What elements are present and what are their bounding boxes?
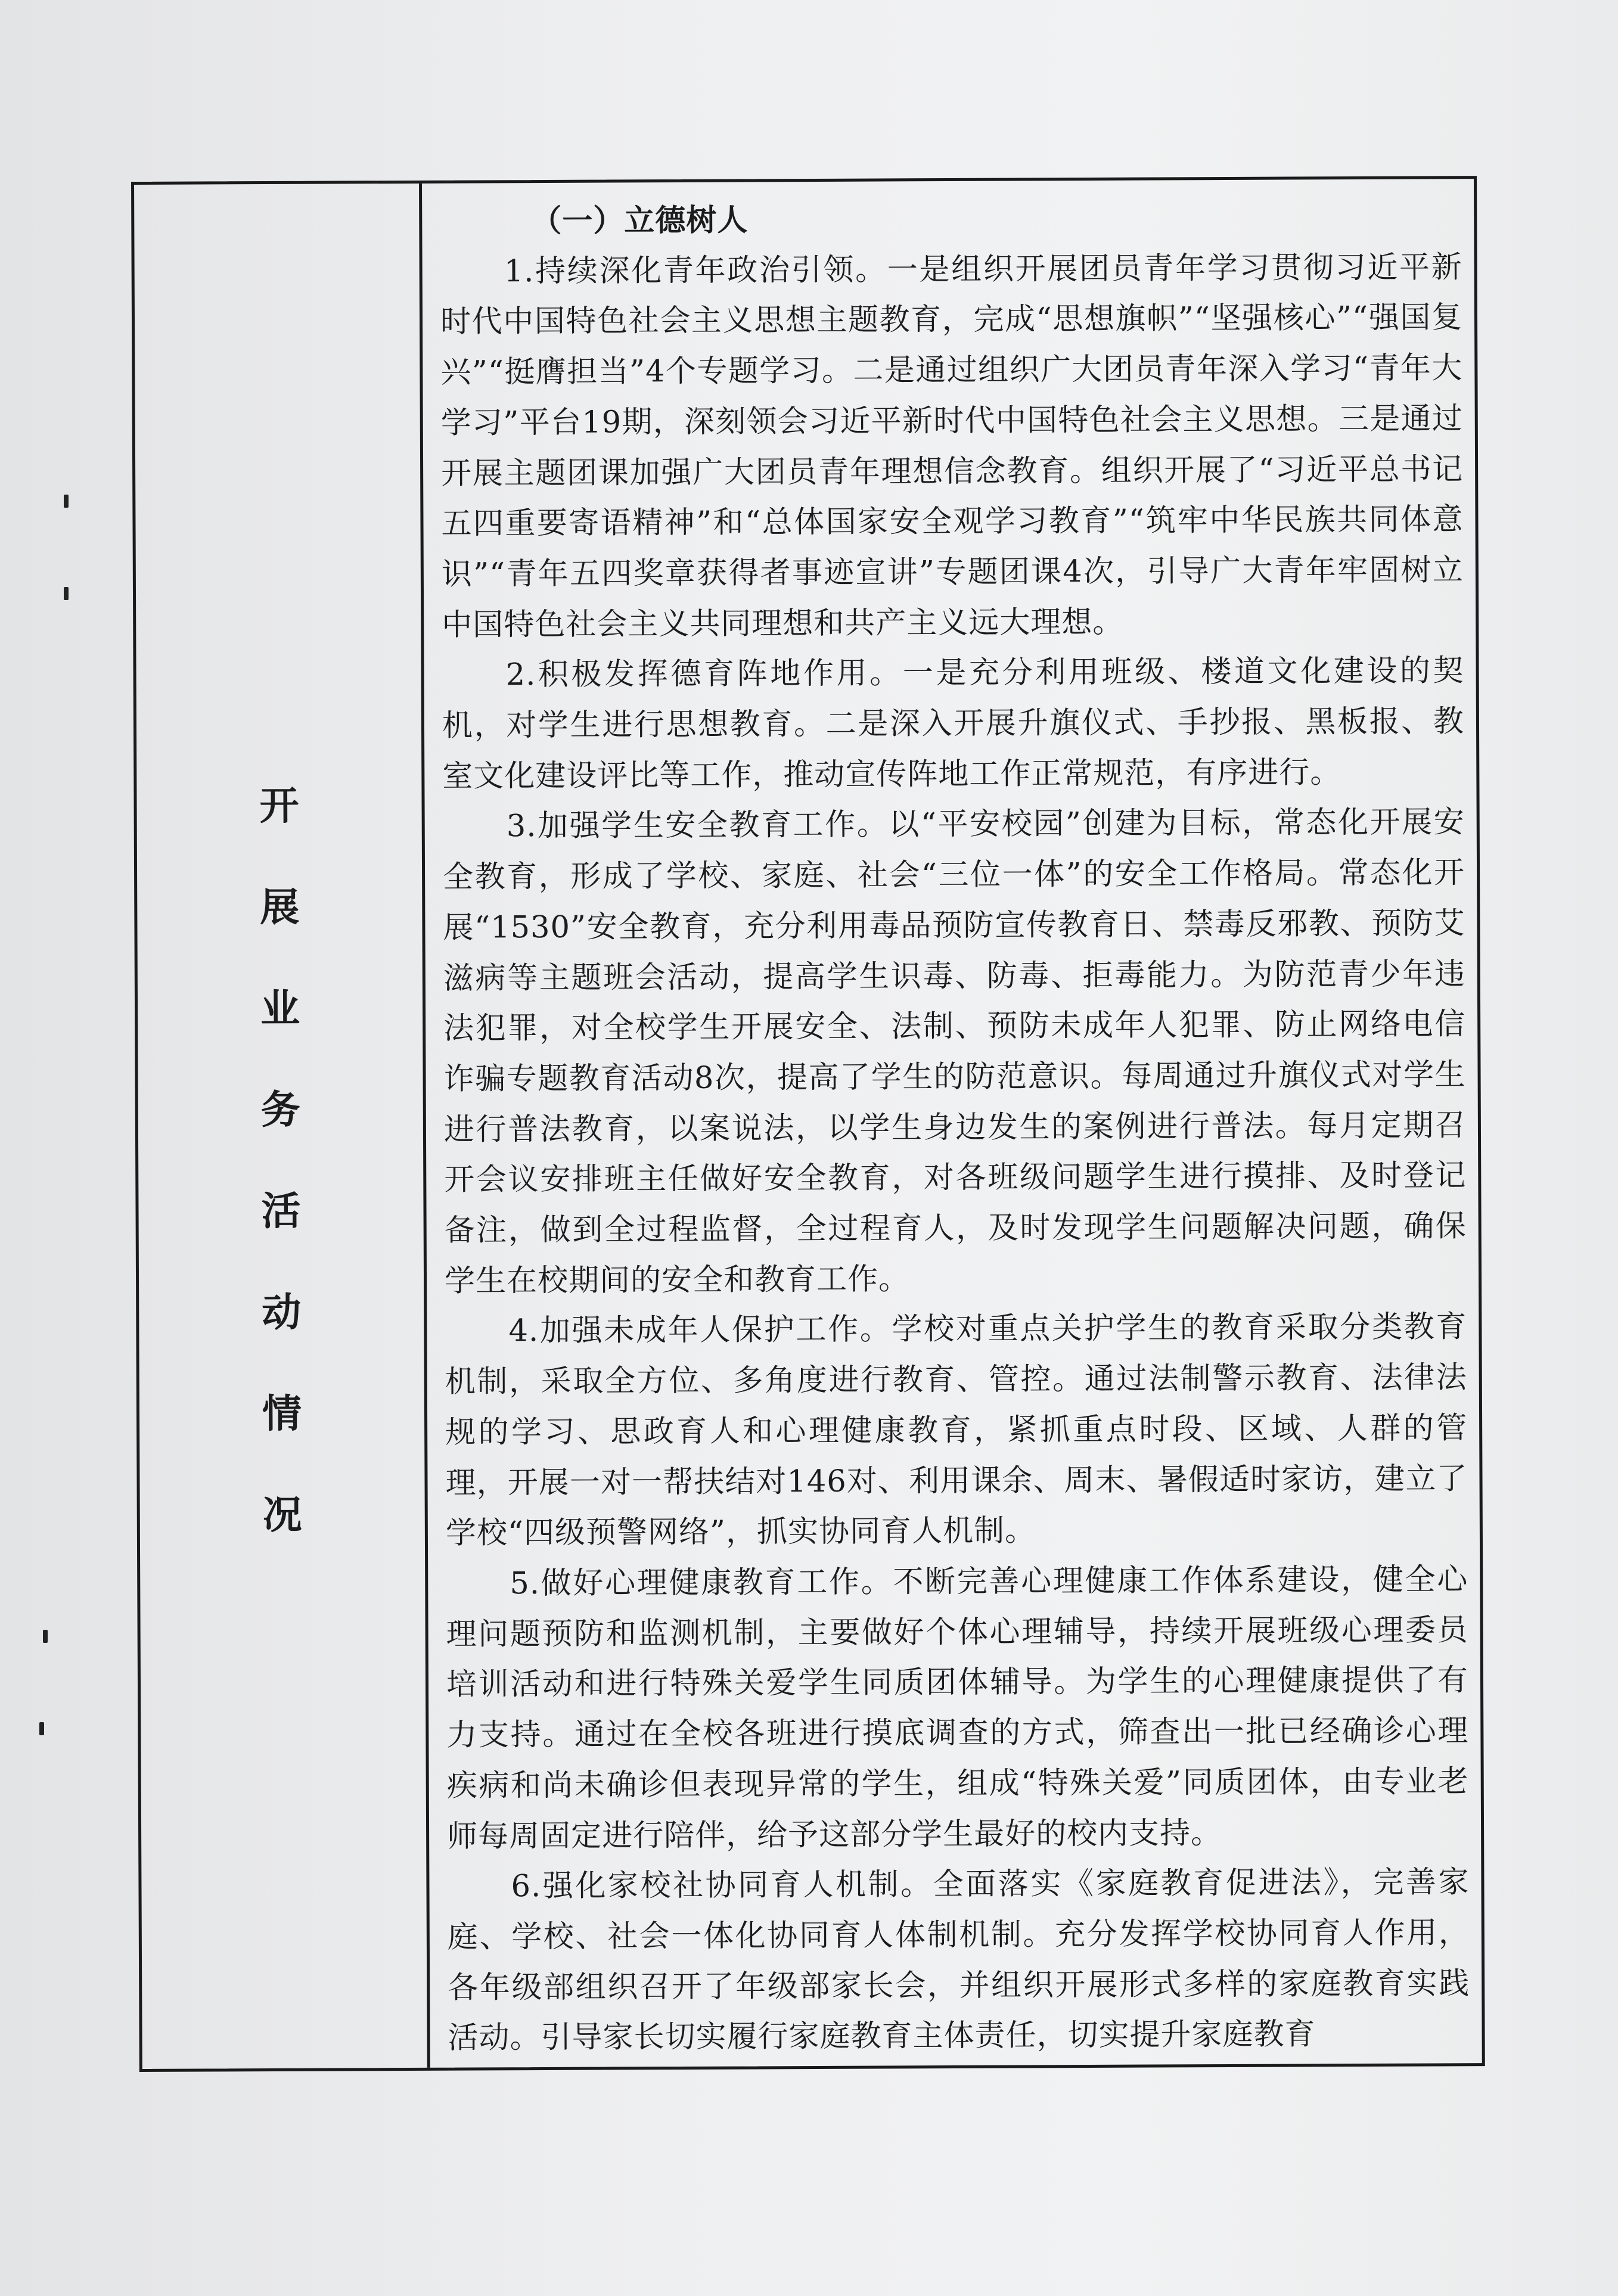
binding-hole-mark: [64, 495, 69, 508]
paragraph-political-guidance: 1.持续深化青年政治引领。一是组织开展团员青年学习贯彻习近平新时代中国特色社会主义思想主题教育，完成“思想旗帜”“坚强核心”“强国复兴”“挺膺担当”4个专题学习。二是通过组织广大团员青年深入学习“青年大学习”平台19期，深刻领会习近平新时代中国特色社会主义思想。三是通过开展主题团课加强广大团员青年理想信念教育。组织开展了“习近平总书记五四重要寄语精神”和“总体国家安全观学习教育”“筑牢中华民族共同体意识”“青年五四奖章获得者事迹宣讲”专题团课4次，引导广大青年牢固树立中国特色社会主义共同理想和共产主义远大理想。: [440, 249, 1464, 643]
report-table: [131, 176, 1485, 2072]
binding-hole-mark: [43, 1630, 48, 1643]
row-label-char: 活: [261, 1187, 301, 1235]
row-label-vertical-text: [136, 782, 425, 1597]
paragraph-safety-education: 3.加强学生安全教育工作。以“平安校园”创建为目标，常态化开展安全教育，形成了学校、家庭、社会“三位一体”的安全工作格局。常态化开展“1530”安全教育，充分利用毒品预防宣传教育日、禁毒反邪教、预防艾滋病等主题班会活动，提高学生识毒、防毒、拒毒能力。为防范青少年违法犯罪，对全校学生开展安全、法制、预防未成年人犯罪、防止网络电信诈骗专题教育活动8次，提高了学生的防范意识。每周通过升旗仪式对学生进行普法教育，以案说法，以学生身边发生的案例进行普法。每月定期召开会议安排班主任做好安全教育，对各班级问题学生进行摸排、及时登记备注，做到全过程监督，全过程育人，及时发现学生问题解决问题，确保学生在校期间的安全和教育工作。: [442, 804, 1467, 1299]
row-label-char: 开: [259, 782, 299, 829]
row-label-char: 动: [262, 1288, 302, 1336]
row-label-char: 展: [260, 883, 300, 931]
row-label-cell: [134, 184, 427, 2069]
paragraph-moral-education: 2.积极发挥德育阵地作用。一是充分利用班级、楼道文化建设的契机，对学生进行思想教育。二是深入开展升旗仪式、手抄报、黑板报、教室文化建设评比等工作，推动宣传阵地工作正常规范，有序进行。: [442, 653, 1465, 794]
paragraph-minor-protection: 4.加强未成年人保护工作。学校对重点关护学生的教育采取分类教育机制，采取全方位、多角度进行教育、管控。通过法制警示教育、法律法规的学习、思政育人和心理健康教育，紧抓重点时段、区域、人群的管理，开展一对一帮扶结对146对、利用课余、周末、暑假适时家访，建立了学校“四级预警网络”，抓实协同育人机制。: [445, 1309, 1468, 1551]
row-label-char: 况: [262, 1491, 302, 1539]
binding-hole-mark: [39, 1722, 44, 1735]
row-label-char: 务: [260, 1086, 300, 1133]
paragraph-mental-health: 5.做好心理健康教育工作。不断完善心理健康工作体系建设，健全心理问题预防和监测机制，主要做好个体心理辅导，持续开展班级心理委员培训活动和进行特殊关爱学生同质团体辅导。为学生的心理健康提供了有力支持。通过在全校各班进行摸底调查的方式，筛查出一批已经确诊心理疾病和尚未确诊但表现异常的学生，组成“特殊关爱”同质团体，由专业老师每周固定进行陪伴，给予这部分学生最好的校内支持。: [446, 1562, 1469, 1854]
content-cell: [422, 179, 1482, 2068]
row-label-char: 业: [260, 984, 300, 1032]
binding-hole-mark: [64, 587, 69, 600]
paragraph-home-school: 6.强化家校社协同育人机制。全面落实《家庭教育促进法》，完善家庭、学校、社会一体化协同育人体制机制。充分发挥学校协同育人作用，各年级部组织召开了年级部家长会，并组织开展形式多样的家庭教育实践活动。引导家长切实履行家庭教育主体责任，切实提升家庭教育: [447, 1865, 1470, 2056]
row-label-char: 情: [262, 1390, 302, 1437]
content-body: [440, 192, 1470, 2064]
section-heading: （一）立德树人: [531, 202, 749, 240]
